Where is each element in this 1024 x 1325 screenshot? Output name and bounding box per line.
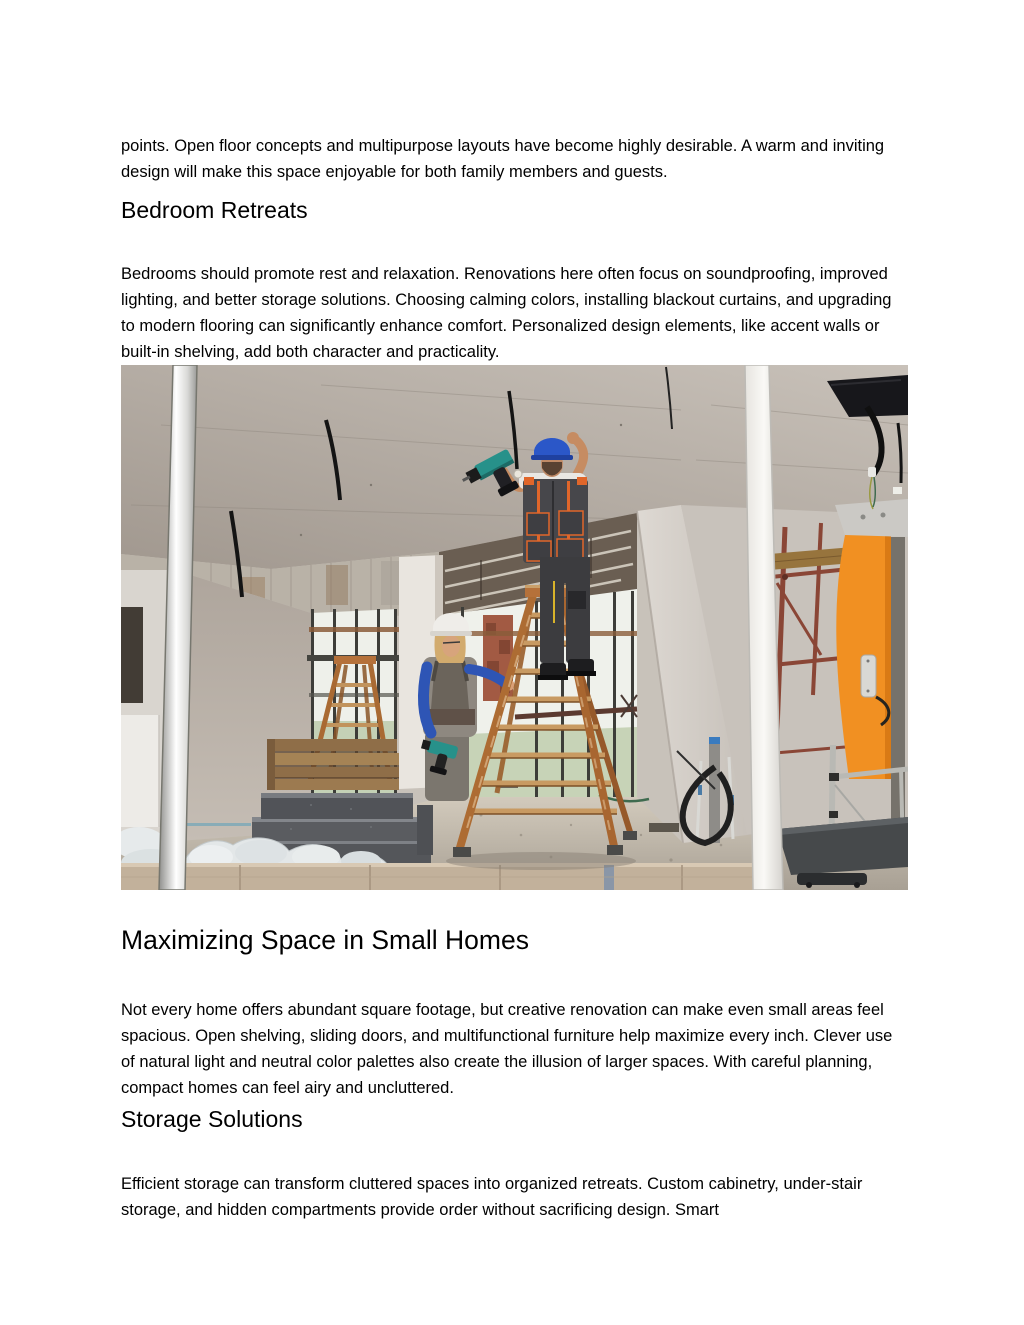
wrapped-packages: [121, 863, 761, 890]
maximizing-paragraph: Not every home offers abundant square footage, but creative renovation can make even small areas feel spacious. Open shelving, sliding doors, and multifunctional furniture help maximize every inch. Clever use of natural light and neutral color palettes also create the illusion of larger spaces. With careful planning, compact homes can feel airy and uncluttered.: [121, 1000, 893, 1097]
bedroom-retreats-heading: Bedroom Retreats: [121, 197, 308, 223]
tape-line: [181, 823, 251, 826]
bedroom-paragraph: Bedrooms should promote rest and relaxation. Renovations here often focus on soundproofing, improved lighting, and better storage solutions. Choosing calming colors, installing blackout curtains, and upgrading to modern flooring can significantly enhance comfort. Personalized design elements, like accent walls or built-in shelving, add both character and practicality.: [121, 264, 892, 361]
plank-stack: [267, 739, 399, 790]
storage-solutions-heading: Storage Solutions: [121, 1106, 303, 1132]
intro-paragraph: points. Open floor concepts and multipurpose layouts have become highly desirable. A warm and inviting design will make this space enjoyable for both family members and guests.: [121, 136, 885, 181]
storage-paragraph: Efficient storage can transform cluttered spaces into organized retreats. Custom cabinetry, under-stair storage, and hidden compartments provide order without sacrificing design. Smart: [121, 1174, 863, 1219]
construction-photo: [121, 365, 908, 890]
maximizing-space-heading: Maximizing Space in Small Homes: [121, 925, 529, 955]
construction-photo-illustration: [121, 365, 908, 890]
